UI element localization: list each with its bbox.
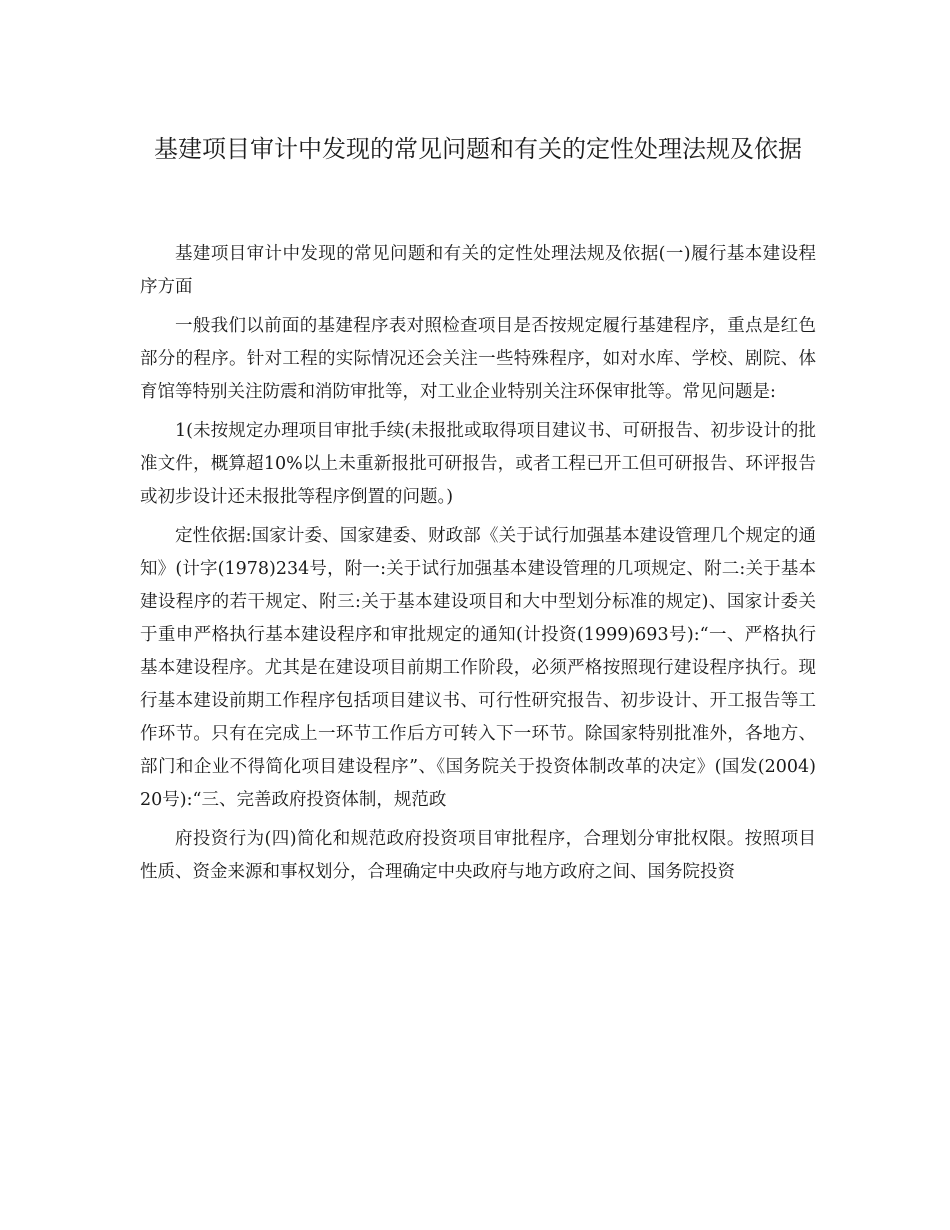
document-title: 基建项目审计中发现的常见问题和有关的定性处理法规及依据 [154,135,802,163]
document-body [140,238,816,895]
paragraph-issue-1: 1(未按规定办理项目审批手续(未报批或取得项目建议书、可研报告、初步设计的批准文件，概算超10%以上未重新报批可研报告，或者工程已开工但可研报告、环评报告或初步设计还未报批等程序倒置的问题。) [140,421,816,507]
paragraph-continuation: 府投资行为(四)简化和规范政府投资项目审批程序，合理划分审批权限。按照项目性质、资金来源和事权划分，合理确定中央政府与地方政府之间、国务院投资 [140,829,816,882]
paragraph-intro: 一般我们以前面的基建程序表对照检查项目是否按规定履行基建程序，重点是红色部分的程序。针对工程的实际情况还会关注一些特殊程序，如对水库、学校、剧院、体育馆等特别关注防震和消防审批等，对工业企业特别关注环保审批等。常见问题是: [140,316,816,402]
paragraph-legal-basis: 定性依据:国家计委、国家建委、财政部《关于试行加强基本建设管理几个规定的通知》(计字(1978)234号，附一:关于试行加强基本建设管理的几项规定、附二:关于基本建设程序的若干规定、附三:关于基本建设项目和大中型划分标准的规定)、国家计委关于重申严格执行基本建设程序和审批规定的通知(计投资(1999)693号):“一、严格执行基本建设程序。尤其是在建设项目前期工作阶段，必须严格按照现行建设程序执行。现行基本建设前期工作程序包括项目建议书、可行性研究报告、初步设计、开工报告等工作环节。只有在完成上一环节工作后方可转入下一环节。除国家特别批准外，各地方、部门和企业不得简化项目建设程序”、《国务院关于投资体制改革的决定》(国发(2004) 20号):“三、完善政府投资体制，规范政 [140,526,816,810]
paragraph-heading: 基建项目审计中发现的常见问题和有关的定性处理法规及依据(一)履行基本建设程序方面 [140,244,816,297]
